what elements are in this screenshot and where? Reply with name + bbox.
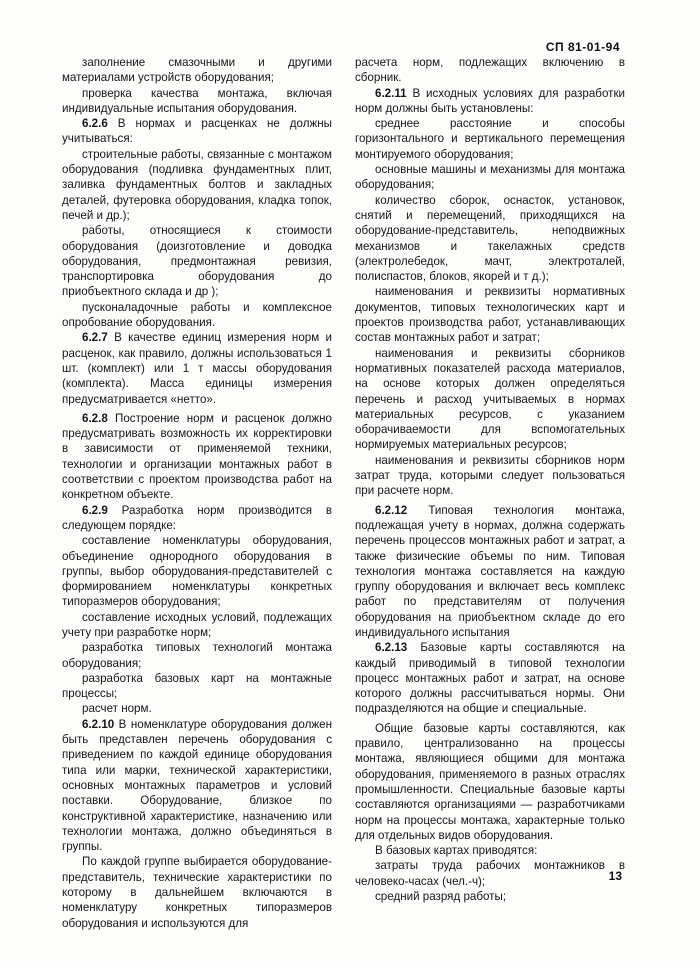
section-6-2-13 [355,640,625,716]
section-number: 6.2.6 [82,117,108,131]
paragraph: заполнение смазочными и другими материалами устройств оборудования; [62,56,332,85]
page-number: 13 [608,869,622,883]
list-item: расчет норм. [82,702,152,716]
section-number: 6.2.7 [82,331,108,345]
section-text: Типовая технология монтажа, подлежащая учету в нормах, должна содержать перечень процессов монтажных работ и затрат, а также физические объемы по ним. Типовая технология монтажа составляется на каждую группу оборудования и включает весь комплекс работ по представителям от получения оборудования на приобъектном складе до его индивидуального испытания [355,503,625,639]
section-number: 6.2.13 [375,641,408,655]
paragraph: расчета норм, подлежащих включению в сборник. [355,56,625,85]
section-text: В исходных условиях для разработки норм должны быть установлены: [355,86,625,115]
section-number: 6.2.11 [375,86,407,100]
section-6-2-11 [355,86,625,117]
section-text: Разработка норм производится в следующем порядке: [62,503,332,532]
section-6-2-6 [62,116,332,147]
section-text: В нормах и расценках не должны учитываться: [62,117,332,146]
section-6-2-7 [62,330,332,406]
right-column [355,55,625,904]
list-item: пусконаладочные работы и комплексное опробование оборудования. [62,300,332,330]
list-item: наименования и реквизиты сборников норм затрат труда, которыми следует пользоваться при расчете норм. [355,453,625,498]
section-text: Построение норм и расценок должно предусматривать возможность их корректировки в зависимости от применяемой техники, технологии и организации монтажных работ в соответствии с проектом производства работ на конкретном объекте. [62,411,332,502]
list-item: средний разряд работы; [375,890,507,904]
section-6-2-9 [62,503,332,534]
list-item: работы, относящиеся к стоимости оборудования (доизготовление и доводка оборудования, предмонтажная ревизия, транспортировка оборудования до приобъектного склада и др ); [62,224,332,299]
list-item: строительные работы, связанные с монтажом оборудования (подливка фундаментных плит, заливка фундаментных болтов и закладных деталей, футеровка оборудования, кладка топок, печей и др.); [62,147,332,222]
section-6-2-12 [355,503,625,641]
list-item: среднее расстояние и способы горизонтального и вертикального перемещения монтируемого оборудования; [355,117,625,161]
section-number: 6.2.12 [375,503,408,517]
section-number: 6.2.10 [82,717,115,731]
section-text: Базовые карты составляются на каждый приводимый в типовой технологии процесс монтажных работ и затрат, на основе которого должны рассчитываться нормы. Они подразделяются на общие и специальные. [355,641,625,716]
document-code-header: СП 81-01-94 [545,40,620,54]
left-column [62,55,332,931]
list-item: составление номенклатуры оборудования, объединение однородного оборудования в группы, выбор оборудования-представителей с формированием номенклатуры конкретных типоразмеров оборудования; [62,534,332,609]
paragraph: По каждой группе выбирается оборудование-представитель, технические характеристики по которому в дальнейшем включаются в номенклатуру конкретных типоразмеров оборудования и используются для [62,855,332,930]
list-item: наименования и реквизиты сборников нормативных показателей расхода материалов, на основе которых должен определяться перечень и расход учитываемых в нормах материальных ресурсов, с указанием оборачиваемости для вспомогательных нормируемых материальных ресурсов; [355,346,625,452]
paragraph: Общие базовые карты составляются, как правило, централизованно на процессы монтажа, являющиеся общими для монтажа оборудования, применяемого в разных отраслях промышленности. Специальные базовые карты составляются организациями — разработчиками норм на процессы монтажа, характерные только для отдельных видов оборудования. [355,721,625,842]
section-text: В качестве единиц измерения норм и расценок, как правило, должны использоваться 1 шт. (комплект) или 1 т массы оборудования (комплекта). Масса единицы измерения предусматривается «нетто». [62,331,332,406]
paragraph: проверка качества монтажа, включая индивидуальные испытания оборудования. [62,86,332,115]
section-number: 6.2.8 [82,411,108,425]
section-6-2-8 [62,411,332,503]
list-item: количество сборок, оснасток, установок, снятий и перемещений, приходящихся на оборудование-представитель, неподвижных механизмов и такелажных средств (электролебедок, мачт, электроталей, полиспастов, блоков, якорей и т д.); [355,193,625,284]
list-item: основные машины и механизмы для монтажа оборудования; [355,163,625,192]
paragraph: В базовых картах приводятся: [375,844,538,858]
list-item: затраты труда рабочих монтажников в человеко-часах (чел.-ч); [355,859,625,888]
list-item: разработка типовых технологий монтажа оборудования; [62,641,332,670]
list-item: составление исходных условий, подлежащих учету при разработке норм; [62,610,332,639]
section-6-2-10 [62,717,332,855]
list-item: наименования и реквизиты нормативных документов, типовых технологических карт и проектов производства работ, устанавливающих состав монтажных работ и затрат; [355,285,625,345]
section-number: 6.2.9 [82,503,108,517]
list-item: разработка базовых карт на монтажные процессы; [62,671,332,701]
section-text: В номенклатуре оборудования должен быть представлен перечень оборудования с приведением по каждой единице оборудования типа или марки, технической характеристики, основных монтажных параметров и условий поставки. Оборудование, близкое по конструктивной характеристике, назначению или технологии монтажа, должно объединяться в группы. [62,717,332,854]
